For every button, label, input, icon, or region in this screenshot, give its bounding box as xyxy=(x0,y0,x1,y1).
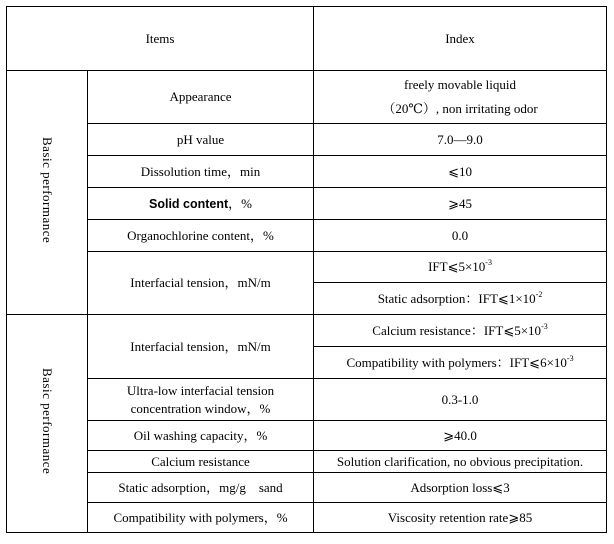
value-organochlorine: 0.0 xyxy=(314,220,607,252)
item-ph: pH value xyxy=(88,124,314,156)
table-row xyxy=(7,503,607,533)
table-row xyxy=(7,156,607,188)
ift-2-exponent: -2 xyxy=(535,289,543,299)
group-label-basic-performance-1 xyxy=(7,71,88,315)
ultra-low-line2: concentration window，% xyxy=(130,400,271,416)
item-appearance: Appearance xyxy=(88,71,314,124)
ift-1-exponent: -3 xyxy=(485,258,492,267)
value-oil-washing: ⩾40.0 xyxy=(314,421,607,451)
ift-2-prefix: Static adsorption：IFT⩽1×10 xyxy=(377,290,536,306)
specification-table xyxy=(6,6,607,533)
header-index: Index xyxy=(314,7,607,71)
table-row xyxy=(7,379,607,421)
solid-content-text: Solid content xyxy=(149,196,229,211)
table-row xyxy=(7,421,607,451)
specification-sheet xyxy=(6,6,607,533)
calcium-ift-exponent: -3 xyxy=(541,321,548,331)
table-row xyxy=(7,220,607,252)
value-compatibility-polymers: Viscosity retention rate⩾85 xyxy=(314,503,607,533)
value-ph: 7.0—9.0 xyxy=(314,124,607,156)
item-dissolution: Dissolution time，min xyxy=(88,156,314,188)
item-oil-washing: Oil washing capacity，% xyxy=(88,421,314,451)
item-ultra-low-ift xyxy=(88,379,314,421)
calcium-ift-prefix: Calcium resistance：IFT⩽5×10 xyxy=(372,322,542,338)
item-static-adsorption: Static adsorption，mg/g sand xyxy=(88,473,314,503)
table-row xyxy=(7,124,607,156)
group-label-basic-performance-2 xyxy=(7,315,88,533)
value-appearance-line2: （20℃）, non irritating odor xyxy=(382,101,538,116)
table-row xyxy=(7,188,607,220)
table-row xyxy=(7,252,607,283)
table-row xyxy=(7,473,607,503)
item-compatibility-polymers: Compatibility with polymers，% xyxy=(88,503,314,533)
group-label-text: Basic performance xyxy=(40,367,55,475)
value-appearance xyxy=(314,71,607,124)
item-solid-content-label xyxy=(149,197,252,211)
table-row xyxy=(7,315,607,347)
value-calcium-resistance: Solution clarification, no obvious precipitation. xyxy=(314,451,607,473)
header-items: Items xyxy=(7,7,314,71)
header-row xyxy=(7,7,607,71)
table-row xyxy=(7,451,607,473)
item-solid-content xyxy=(88,188,314,220)
polymer-ift-exponent: -3 xyxy=(566,353,574,363)
table-row xyxy=(7,71,607,124)
item-interfacial-tension-2: Interfacial tension，mN/m xyxy=(88,315,314,379)
value-static-adsorption: Adsorption loss⩽3 xyxy=(314,473,607,503)
item-interfacial-tension-1: Interfacial tension，mN/m xyxy=(88,252,314,315)
value-ift-1 xyxy=(314,252,607,283)
value-appearance-line1: freely movable liquid xyxy=(404,77,516,92)
group-label-text: Basic performance xyxy=(40,136,55,244)
polymer-ift-prefix: Compatibility with polymers：IFT⩽6×10 xyxy=(346,354,567,370)
value-calcium-ift xyxy=(314,315,607,347)
solid-content-unit: ，% xyxy=(228,195,253,211)
ultra-low-line1: Ultra-low interfacial tension xyxy=(126,382,275,398)
value-polymer-ift xyxy=(314,347,607,379)
value-dissolution: ⩽10 xyxy=(314,156,607,188)
item-organochlorine: Organochlorine content，% xyxy=(88,220,314,252)
ift-1-prefix: IFT⩽5×10 xyxy=(428,259,486,274)
value-ift-2 xyxy=(314,283,607,315)
value-solid-content: ⩾45 xyxy=(314,188,607,220)
value-ultra-low-ift: 0.3-1.0 xyxy=(314,379,607,421)
item-calcium-resistance: Calcium resistance xyxy=(88,451,314,473)
